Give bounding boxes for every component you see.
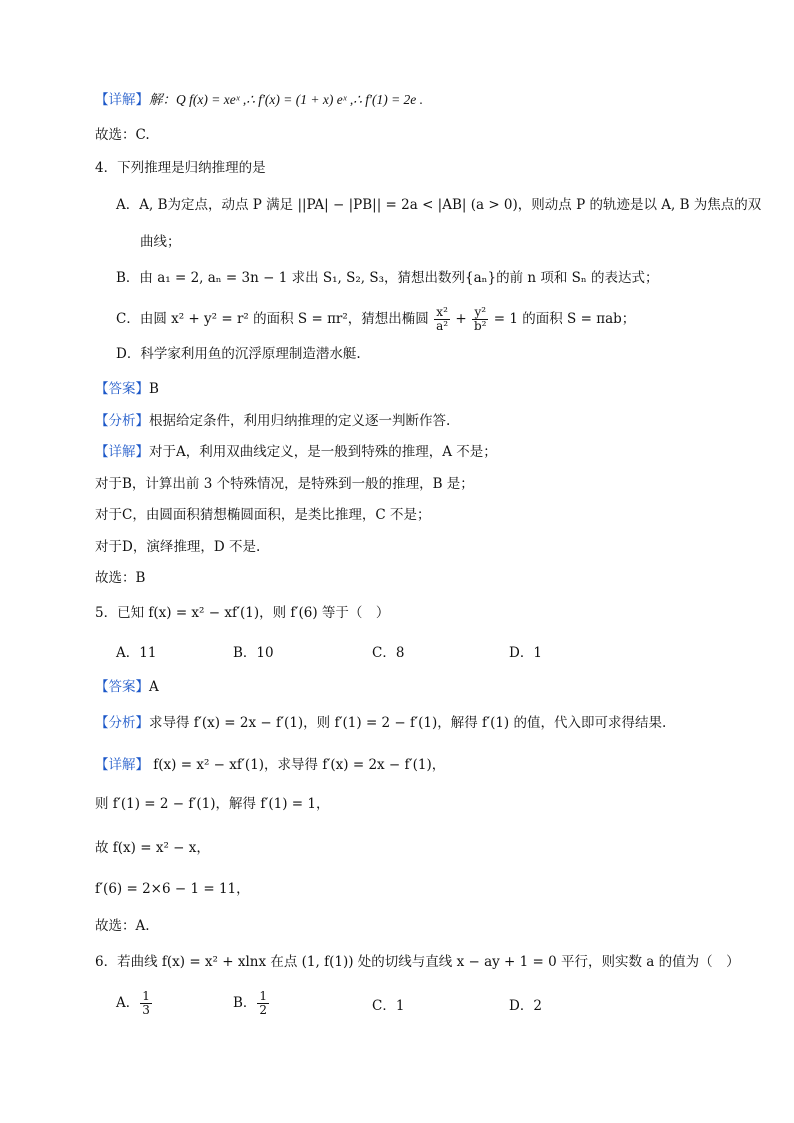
analysis-tag: 【分析】 xyxy=(95,413,149,429)
fraction-y2-b2 xyxy=(472,306,489,333)
detail-text: 对于A，利用双曲线定义，是一般到特殊的推理，A 不是； xyxy=(149,444,497,460)
detail-line-c: 对于C，由圆面积猜想椭圆面积，是类比推理，C 不是； xyxy=(95,507,431,523)
step-line-3: f′(6) = 2×6 − 1 = 11， xyxy=(95,881,250,897)
option-label: B． xyxy=(233,995,257,1011)
question-4-option-d: D．科学家利用鱼的沉浮原理制造潜水艇. xyxy=(116,346,361,362)
question-6-option-c: C．1 xyxy=(372,998,405,1014)
step-line-1: 则 f′(1) = 2 − f′(1)，解得 f′(1) = 1， xyxy=(95,796,330,812)
question-5-option-c: C．8 xyxy=(372,645,405,661)
fraction-x2-a2 xyxy=(434,306,450,333)
option-c-text-pre: C．由圆 x² + y² = r² 的面积 S = πr²，猜想出椭圆 xyxy=(116,311,429,327)
question-4-option-b: B．由 a₁ = 2, aₙ = 3n − 1 求出 S₁, S₂, S₃，猜想出数列{aₙ}的前 n 项和 Sₙ 的表达式； xyxy=(116,270,659,286)
step-line-2: 故 f(x) = x² − x， xyxy=(95,840,210,856)
question-4-option-a: A．A, B为定点，动点 P 满足 ||PA| − |PB|| = 2a < |AB| (a > 0)，则动点 P 的轨迹是以 A, B 为焦点的双 xyxy=(116,197,762,213)
detail-line xyxy=(95,443,497,461)
question-5-option-d: D．1 xyxy=(509,645,542,661)
frac-den: a² xyxy=(436,319,449,333)
detail-tag: 【详解】 xyxy=(95,92,149,108)
answer-tag: 【答案】 xyxy=(95,679,149,695)
fraction-one-half xyxy=(257,990,269,1017)
question-5-option-b: B．10 xyxy=(233,645,274,661)
detail-line-b: 对于B，计算出前 3 个特殊情况，是特殊到一般的推理，B 是； xyxy=(95,476,474,492)
question-4-option-c xyxy=(116,306,635,333)
answer-value: B xyxy=(149,381,159,397)
choose-line: 故选：B xyxy=(95,570,146,586)
frac-den: 2 xyxy=(259,1003,268,1017)
question-6-option-a xyxy=(116,990,153,1017)
detail-text: f(x) = x² − xf′(1)，求导得 f′(x) = 2x − f′(1)， xyxy=(149,757,446,773)
detail-line-d: 对于D，演绎推理，D 不是. xyxy=(95,539,261,555)
question-5-option-a: A．11 xyxy=(116,645,157,661)
choose-line: 故选：A. xyxy=(95,918,150,934)
analysis-tag: 【分析】 xyxy=(95,715,149,731)
question-6-option-b xyxy=(233,990,270,1017)
fraction-one-third xyxy=(140,990,152,1017)
frac-num: x² xyxy=(436,305,448,319)
question-4-option-a-cont: 曲线； xyxy=(140,234,181,250)
analysis-line xyxy=(95,412,450,430)
question-6-option-d: D．2 xyxy=(509,998,542,1014)
question-5-stem: 5．已知 f(x) = x² − xf′(1)，则 f′(6) 等于（ ） xyxy=(95,605,390,621)
frac-num: 1 xyxy=(259,989,268,1003)
detail-tag: 【详解】 xyxy=(95,444,149,460)
analysis-text: 求导得 f′(x) = 2x − f′(1)，则 f′(1) = 2 − f′(1)，解得 f′(1) 的值，代入即可求得结果. xyxy=(149,715,667,731)
option-label: A． xyxy=(116,995,140,1011)
answer-line xyxy=(95,380,159,398)
detail-text: 解：Q f(x) = xeˣ ,∴ f′(x) = (1 + x) eˣ ,∴ f′(1) = 2e . xyxy=(149,92,424,107)
frac-num: y² xyxy=(474,305,487,319)
detail-line xyxy=(95,756,445,774)
choose-line: 故选：C. xyxy=(95,127,150,143)
question-4-stem: 4．下列推理是归纳推理的是 xyxy=(95,160,266,176)
plus-sign: + xyxy=(455,311,467,327)
answer-value: A xyxy=(149,679,159,695)
detail-line xyxy=(95,91,423,109)
frac-num: 1 xyxy=(142,989,150,1003)
frac-den: b² xyxy=(473,319,487,333)
answer-tag: 【答案】 xyxy=(95,381,149,397)
option-c-text-post: = 1 的面积 S = πab； xyxy=(493,311,636,327)
frac-den: 3 xyxy=(142,1003,150,1017)
analysis-text: 根据给定条件，利用归纳推理的定义逐一判断作答. xyxy=(149,413,451,429)
detail-tag: 【详解】 xyxy=(95,757,149,773)
answer-line xyxy=(95,678,159,696)
analysis-line xyxy=(95,714,666,732)
question-6-stem: 6．若曲线 f(x) = x² + xlnx 在点 (1, f(1)) 处的切线与直线 x − ay + 1 = 0 平行，则实数 a 的值为（ ） xyxy=(95,954,740,970)
